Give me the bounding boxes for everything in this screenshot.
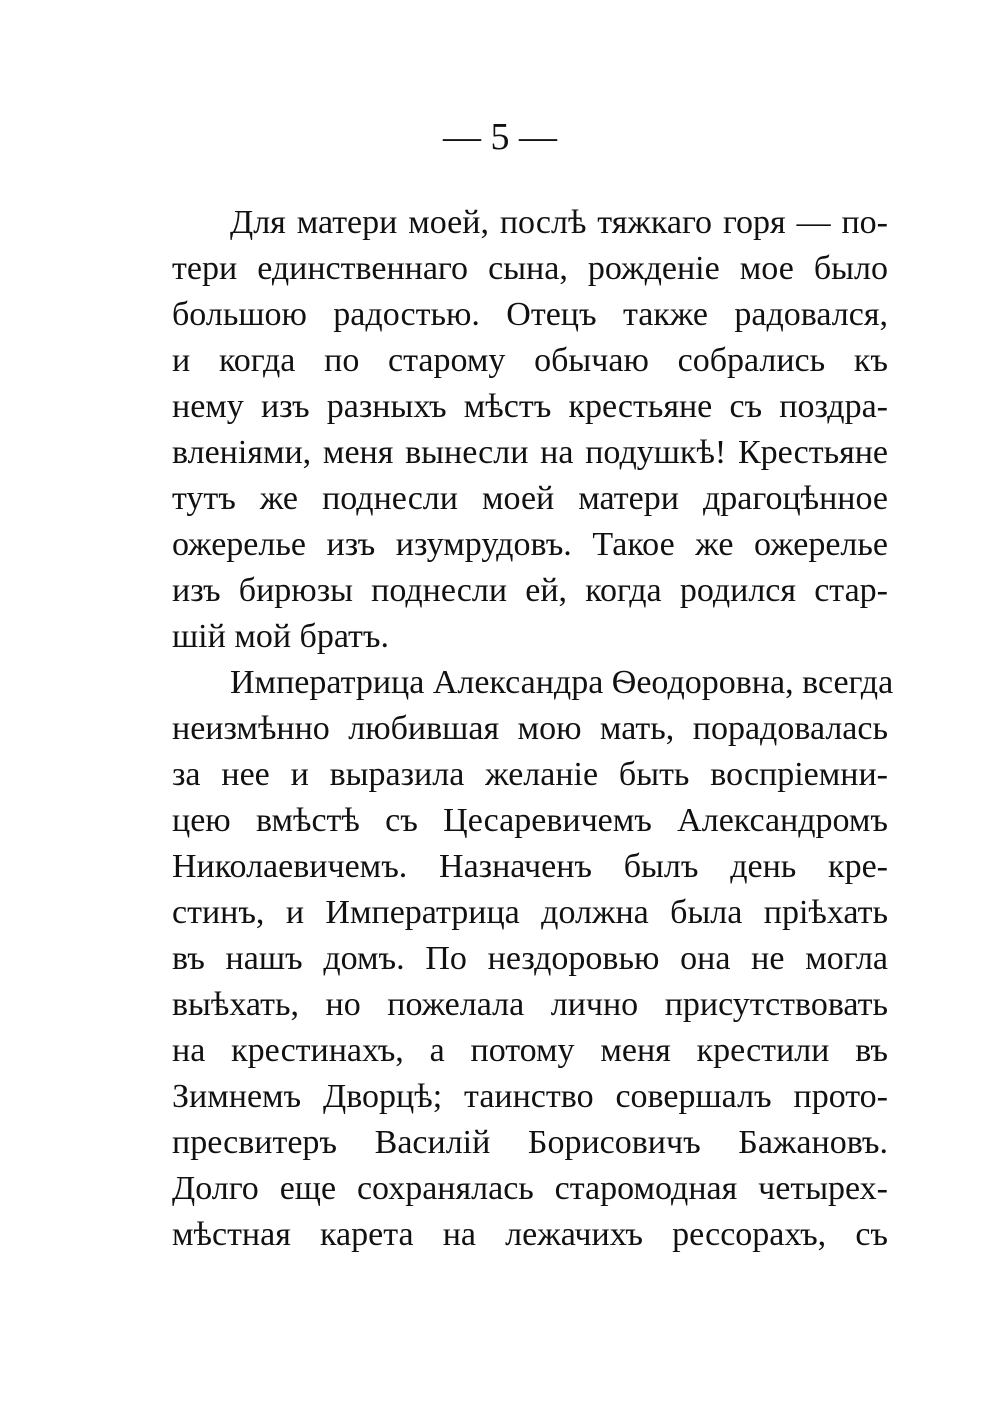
text-line: пресвитеръ Василій Борисовичъ Бажановъ. [172, 1124, 888, 1161]
text-line: неизмѣнно любившая мою мать, порадовалась [172, 710, 888, 747]
text-line: большою радостью. Отецъ также радовался, [172, 296, 888, 333]
page-number: — 5 — [443, 116, 557, 158]
text-line: ожерелье изъ изумрудовъ. Такое же ожерелье [172, 526, 888, 563]
text-line: за нее и выразила желаніе быть воспріемни- [172, 756, 888, 793]
text-line: Императрица Александра Ѳеодоровна, всегда [230, 664, 894, 701]
text-line: мѣстная карета на лежачихъ рессорахъ, съ [172, 1216, 888, 1253]
text-line: на крестинахъ, а потому меня крестили въ [172, 1032, 888, 1069]
text-line: Николаевичемъ. Назначенъ былъ день кре- [172, 848, 888, 885]
text-line: вленіями, меня вынесли на подушкѣ! Крестьяне [172, 434, 888, 471]
text-line: нему изъ разныхъ мѣстъ крестьяне съ поздра- [172, 388, 888, 425]
text-line: тери единственнаго сына, рожденіе мое было [172, 250, 888, 287]
text-line: въ нашъ домъ. По нездоровью она не могла [172, 940, 888, 977]
text-line: выѣхать, но пожелала лично присутствовать [172, 986, 888, 1023]
text-line: Зимнемъ Дворцѣ; таинство совершалъ прото- [172, 1078, 888, 1115]
body-text [172, 200, 894, 1258]
text-line: и когда по старому обычаю собрались къ [172, 342, 888, 379]
text-line: цею вмѣстѣ съ Цесаревичемъ Александромъ [172, 802, 888, 839]
text-line: Долго еще сохранялась старомодная четырех- [172, 1170, 888, 1207]
text-line: тутъ же поднесли моей матери драгоцѣнное [172, 480, 888, 517]
text-line: стинъ, и Императрица должна была пріѣхать [172, 894, 888, 931]
text-line: Для матери моей, послѣ тяжкаго горя — по- [230, 204, 888, 241]
text-line: изъ бирюзы поднесли ей, когда родился стар- [172, 572, 888, 609]
text-line: шій мой братъ. [172, 618, 389, 655]
